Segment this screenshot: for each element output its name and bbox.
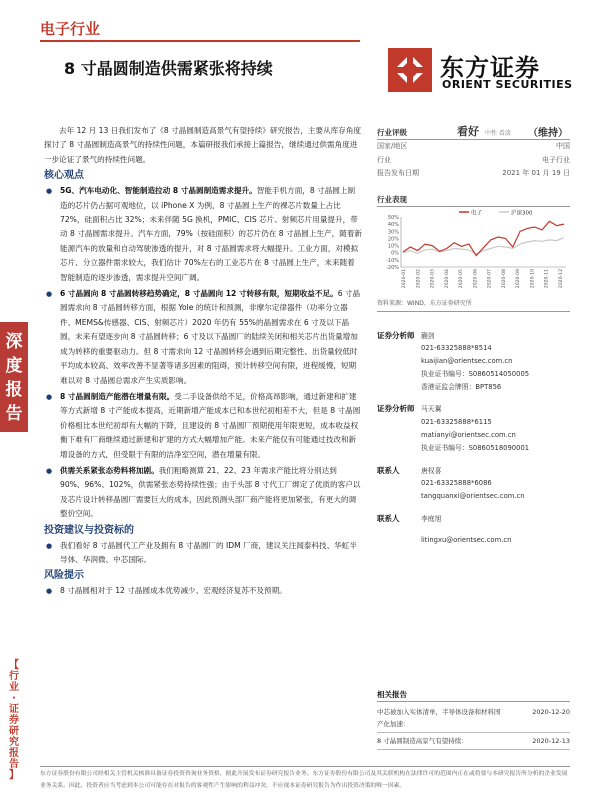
core-view-text: 6 寸晶圆需求向 8 寸晶圆转移方面，根据 Yole 的统计和预测，非摩尔定律器件（功率分立器件、MEMS&传感器、CIS、射频芯片）2020 年仍有 55%的晶圆需求在 6 寸及以下晶圆，未来有望逐步向 8 寸晶圆转移；6 寸及以下晶圆厂的陆续关闭和相关芯片出货量增加成为转移的重要驱动力。但 8 寸需求向 12 寸晶圆转移会遇到后期完整性、出货量较低时平均成本较高、效率改善不显著等诸多因素的阻碍，预计转移空间有限，进程缓慢，短期难以对 8 寸晶圆总需求产生实质影响。	[60, 289, 361, 385]
analyst-entry	[377, 403, 570, 454]
core-view-item	[44, 184, 362, 285]
y-tick-label: 30%	[387, 228, 399, 235]
core-views-list	[44, 184, 362, 521]
y-tick-label: -10%	[386, 257, 399, 264]
core-view-lead: 5G、汽车电动化、智能制造拉动 8 寸晶圆制造需求提升。	[60, 186, 257, 196]
info-key: 行业	[377, 155, 391, 164]
core-view-item	[44, 390, 362, 462]
header-divider	[40, 40, 360, 42]
logo-mark-icon	[388, 48, 432, 92]
contact-email[interactable]: litingxu@orientsec.com.cn	[421, 535, 512, 544]
deep-report-tab	[0, 322, 28, 432]
info-value: 2021 年 01 月 19 日	[502, 169, 570, 177]
contact-role: 联系人	[377, 465, 400, 475]
related-report-title: 8 寸晶圆制造高景气有望持续：	[377, 737, 468, 745]
industry-rating	[377, 122, 570, 140]
report-title: 8 寸晶圆制造供需紧张将持续	[64, 59, 273, 78]
x-tick-label: 2020-06	[473, 268, 479, 288]
contact-phone: 021-63325888*6086	[421, 479, 492, 488]
info-key: 国家/地区	[377, 142, 408, 150]
analyst-role: 证券分析师	[377, 330, 415, 340]
industry-performance-chart	[377, 207, 570, 297]
main-content	[44, 124, 362, 601]
analyst-email[interactable]: matianyi@orientsec.com.cn	[421, 431, 516, 440]
x-tick-label: 2020-05	[459, 268, 465, 288]
series-line-csi300	[403, 237, 564, 253]
sidebar	[377, 122, 570, 557]
related-report-date: 2020-12-20	[532, 708, 570, 716]
related-report-title: 中芯被加入实体清单，半导体设备和材料国	[377, 708, 501, 716]
risk-heading: 风险提示	[44, 570, 84, 582]
y-tick-label: 10%	[387, 243, 399, 250]
performance-chart-svg	[377, 207, 570, 297]
analyst-role: 证券分析师	[377, 404, 415, 414]
y-tick-label: 50%	[387, 214, 399, 221]
related-reports-heading: 相关报告	[377, 688, 570, 702]
core-view-item	[44, 464, 362, 522]
x-tick-label: 2020-12	[559, 268, 564, 288]
info-value: 电子行业	[542, 155, 570, 164]
disclaimer-text: 东方证券股份有限公司经相关主管机关核准具备证券投资咨询业务资格，据此开展发布证券研究报告业务。东方证券股份有限公司及其关联机构在法律许可的范围内正在或将要与本研究报告所分析的企业发展业务关系。因此，投资者应当考虑到本公司可能存在对报告的客观性产生影响的利益冲突，不应视本证券研究报告为作出投资决策的唯一因素。	[40, 771, 568, 789]
report-category-label: 【 行 业 · 证 券 研 究 报 告 】	[9, 660, 19, 781]
analyst-license: 执业证书编号：S0860518090001	[421, 443, 530, 452]
x-tick-label: 2020-11	[544, 268, 550, 288]
related-report-title: 产化加速：	[377, 720, 410, 728]
info-value: 中国	[556, 142, 570, 150]
related-report-item[interactable]	[377, 735, 570, 747]
industry-label: 电子行业	[40, 20, 101, 38]
x-tick-label: 2020-02	[416, 268, 422, 288]
report-category-vertical	[4, 660, 24, 781]
analyst-phone: 021-63325888*8514	[421, 344, 492, 353]
footer-divider	[40, 766, 570, 767]
info-row-industry	[377, 154, 570, 168]
analyst-name: 马天翼	[421, 405, 442, 414]
logo-chinese-name: 东方证券	[440, 54, 540, 82]
contact-name: 唐权喜	[421, 466, 442, 475]
related-divider	[377, 749, 570, 750]
orient-securities-logo	[388, 44, 573, 100]
rating-label: 行业评级	[377, 128, 407, 137]
x-tick-label: 2020-08	[501, 268, 507, 288]
x-tick-label: 2020-03	[430, 268, 436, 288]
y-tick-label: 20%	[387, 235, 399, 242]
core-view-text: 我们粗略测算 21、22、23 年需求产能比将分别达到 90%、96%、102%，供需紧张态势持续性强；由于头部 8 寸代工厂绑定了优质的客户以及芯片设计转移晶圆厂需要巨大的成本，因此预测头部厂商产能将更加紧张，有更大的调整价空间。	[60, 465, 361, 519]
core-views-heading: 核心观点	[44, 170, 84, 182]
y-tick-label: 0%	[391, 250, 399, 257]
core-view-lead: 8 寸晶圆制造产能潜在增量有限。	[60, 391, 175, 401]
info-row-region	[377, 140, 570, 154]
analyst-hk-license: 香港证监会牌照：BPT856	[421, 382, 502, 391]
y-tick-label: 40%	[387, 221, 399, 228]
contact-email[interactable]: tangquanxi@orientsec.com.cn	[421, 492, 525, 501]
deep-report-tab-label: 深 度 报 告	[5, 332, 23, 424]
contact-entry	[377, 513, 570, 547]
core-view-lead: 供需关系紧张态势料将加剧。	[60, 465, 159, 475]
core-view-text: 智能手机方面，8 寸晶圆上制造的芯片仍占据可观地位，以 iPhone X 为例，8 寸晶圆上生产的裸芯片数量上占比 72%，硅面积占比 32%；未来伴随 5G 换机，PMIC、CIS 芯片、射频芯片用量提升，带动 8 寸晶圆需求提升。汽车方面，79%（按硅面积）的芯片仍在 8 寸晶圆上生产，随着新能源汽车的放量和自动驾驶渗透的提升，对 8 寸晶圆需求将大幅提升。工业方面，对模拟芯片、分立器件需求较大，我们估计 70%左右的工业芯片在 8 寸晶圆上生产，未来随着智能制造的逐步渗透，需求提升空间广阔。	[60, 186, 362, 282]
logo-english-name: ORIENT SECURITIES	[442, 78, 573, 91]
analyst-email[interactable]: kuaijian@orientsec.com.cn	[421, 357, 513, 366]
analyst-entry	[377, 330, 570, 394]
x-tick-label: 2020-07	[487, 268, 493, 288]
analyst-name: 蒯剑	[421, 331, 435, 340]
related-report-item-continued	[377, 718, 570, 730]
legend-label: 沪深300	[511, 210, 533, 216]
related-reports	[377, 688, 570, 752]
chart-source-divider	[377, 311, 570, 312]
rating-status: （维持）	[528, 128, 568, 139]
contact-role: 联系人	[377, 514, 400, 524]
rating-options: 中性 看淡	[485, 130, 511, 137]
y-tick-label: -20%	[386, 264, 399, 271]
related-report-item[interactable]	[377, 706, 570, 718]
analyst-license: 执业证书编号：S0860514050005	[421, 369, 530, 378]
investment-heading: 投资建议与投资标的	[44, 524, 134, 536]
legend-label: 电子	[471, 210, 483, 216]
x-tick-label: 2020-09	[516, 268, 522, 288]
analyst-list	[377, 330, 570, 547]
chart-title: 行业表现	[377, 193, 570, 207]
info-key: 报告发布日期	[377, 169, 419, 177]
rating-value: 看好	[457, 125, 479, 138]
x-tick-label: 2020-04	[444, 268, 450, 288]
intro-paragraph: 去年 12 月 13 日我们发布了《8 寸晶圆制造高景气有望持续》研究报告，主要从库存角度探讨了 8 寸晶圆制造高景气的持续性问题，本篇研报我们承接上篇报告，继续通过供需角度进一步论证了景气的持续性问题。	[44, 126, 362, 164]
risk-item: ● 8 寸晶圆相对于 12 寸晶圆成本优势减少、宏观经济复苏不及预期。	[44, 584, 362, 598]
investment-item: ● 我们看好 8 寸晶圆代工产业及拥有 8 寸晶圆厂的 IDM 厂商，建议关注闻泰科技、华虹半导体、华润微、中芯国际。	[44, 539, 362, 568]
contact-entry	[377, 465, 570, 503]
info-row-date	[377, 167, 570, 181]
chart-source: 资料来源：WIND、东方证券研究所	[377, 299, 472, 307]
related-report-date: 2020-12-13	[532, 737, 570, 745]
x-tick-label: 2020-01	[402, 268, 407, 288]
core-view-item	[44, 287, 362, 388]
core-view-lead: 6 寸晶圆向 8 寸晶圆转移趋势确定，8 寸晶圆向 12 寸转移有限，短期收益不足。	[60, 289, 338, 299]
analyst-phone: 021-63325888*6115	[421, 418, 492, 427]
related-divider	[377, 732, 570, 733]
core-view-text: 受二手设备供给不足，价格高昂影响，通过新建和扩建等方式新增 8 寸产能成本提高，近期新增产能成本已和本世纪初相差不大，但是 8 寸晶圆价格相比本世纪初却有大幅的下降，且建设的 8 寸晶圆厂预期使用年限更短，成本收益权衡下难有厂商继续通过新建和扩建的方式大幅增加产能。未来产能仅有可能通过技改和新增设备的方式，但受限于有限的洁净室空间，潜在增量有限。	[60, 391, 361, 459]
x-tick-label: 2020-10	[530, 268, 536, 288]
contact-name: 李庭旭	[421, 515, 442, 524]
